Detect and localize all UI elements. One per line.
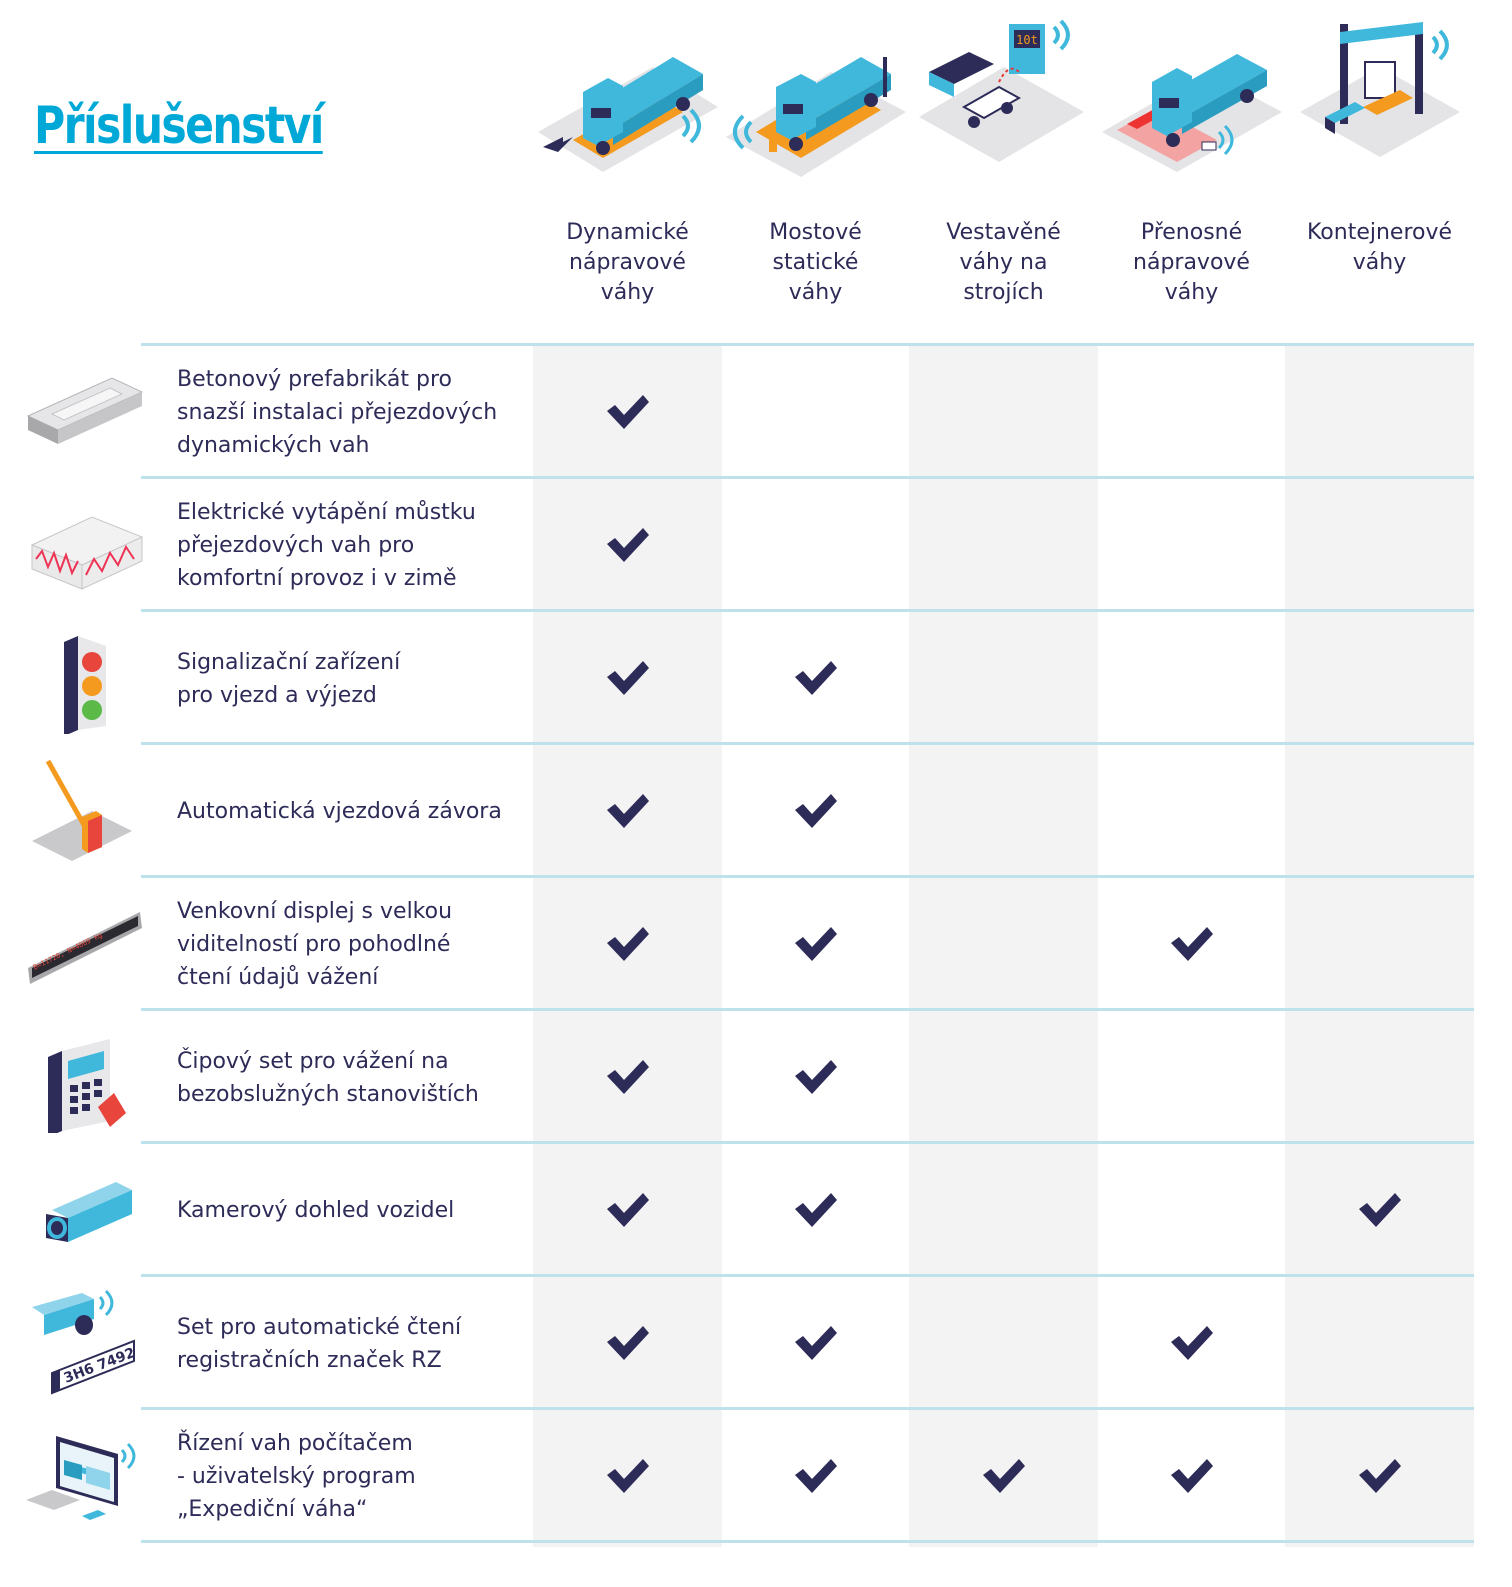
check-icon — [605, 393, 651, 431]
row-label: Elektrické vytápění můstku přejezdových vah pro komfortní provoz i v zimě — [177, 500, 476, 591]
table-row — [0, 745, 1512, 878]
table-row — [0, 612, 1512, 745]
check-icon — [981, 1457, 1027, 1495]
check-icon — [793, 792, 839, 830]
truck-dynamic-axle-scale-illustration — [533, 12, 722, 192]
check-icon — [793, 925, 839, 963]
check-icon — [605, 1058, 651, 1096]
row-label: Čipový set pro vážení na bezobslužných stanovištích — [177, 1048, 479, 1107]
check-icon — [1169, 1457, 1215, 1495]
check-icon — [605, 1324, 651, 1362]
table-row — [0, 1144, 1512, 1277]
table-row — [0, 1410, 1512, 1543]
row-label: Betonový prefabrikát pro snazší instalaci přejezdových dynamických vah — [177, 367, 498, 458]
check-icon — [605, 792, 651, 830]
check-icon — [605, 659, 651, 697]
computer-icon — [22, 1420, 146, 1532]
led-display-icon — [22, 888, 146, 1000]
forklift-onboard-scale-illustration — [909, 12, 1098, 192]
barrier-gate-icon — [22, 755, 146, 867]
plate-reader-icon — [22, 1287, 146, 1399]
heating-plate-icon — [22, 489, 146, 601]
check-icon — [793, 1457, 839, 1495]
row-label: Řízení vah počítačem - uživatelský program „Expediční váha“ — [177, 1431, 416, 1522]
row-label: Signalizační zařízení pro vjezd a výjezd — [177, 649, 401, 708]
table-row — [0, 878, 1512, 1011]
table-row — [0, 1277, 1512, 1410]
row-label: Set pro automatické čtení registračních značek RZ — [177, 1314, 462, 1373]
display-text: B=11720, N=4069 kg — [31, 931, 104, 972]
column-header-portable-axle: Přenosné nápravové váhy — [1133, 220, 1250, 305]
check-icon — [793, 1324, 839, 1362]
check-icon — [1169, 925, 1215, 963]
truck-portable-axle-scale-illustration — [1097, 12, 1286, 192]
traffic-light-icon — [22, 622, 146, 734]
container-crane-scale-illustration — [1285, 12, 1474, 192]
scale-display-text: 10t — [1016, 33, 1038, 47]
check-icon — [605, 925, 651, 963]
check-icon — [1357, 1191, 1403, 1229]
plate-text: 3H6 7492 — [61, 1344, 138, 1387]
chip-terminal-icon — [22, 1021, 146, 1133]
row-label: Venkovní displej s velkou viditelností pro pohodlné čtení údajů vážení — [177, 899, 453, 990]
row-label: Automatická vjezdová závora — [177, 799, 502, 824]
check-icon — [793, 1058, 839, 1096]
table-row — [0, 479, 1512, 612]
table-row — [0, 1011, 1512, 1144]
column-header-onboard: Vestavěné váhy na strojích — [946, 220, 1061, 305]
column-header-bridge: Mostové statické váhy — [769, 220, 862, 305]
check-icon — [1169, 1324, 1215, 1362]
check-icon — [793, 1191, 839, 1229]
page-title: Příslušenství — [34, 96, 323, 156]
check-icon — [605, 1457, 651, 1495]
check-icon — [1357, 1457, 1403, 1495]
check-icon — [605, 1191, 651, 1229]
column-header-dynamic-axle: Dynamické nápravové váhy — [566, 220, 689, 305]
check-icon — [605, 526, 651, 564]
column-header-container: Kontejnerové váhy — [1306, 220, 1453, 275]
camera-icon — [22, 1154, 146, 1266]
concrete-block-icon — [22, 356, 146, 468]
check-icon — [793, 659, 839, 697]
table-row — [0, 346, 1512, 479]
row-label: Kamerový dohled vozidel — [177, 1198, 455, 1223]
truck-bridge-scale-illustration — [721, 12, 910, 192]
